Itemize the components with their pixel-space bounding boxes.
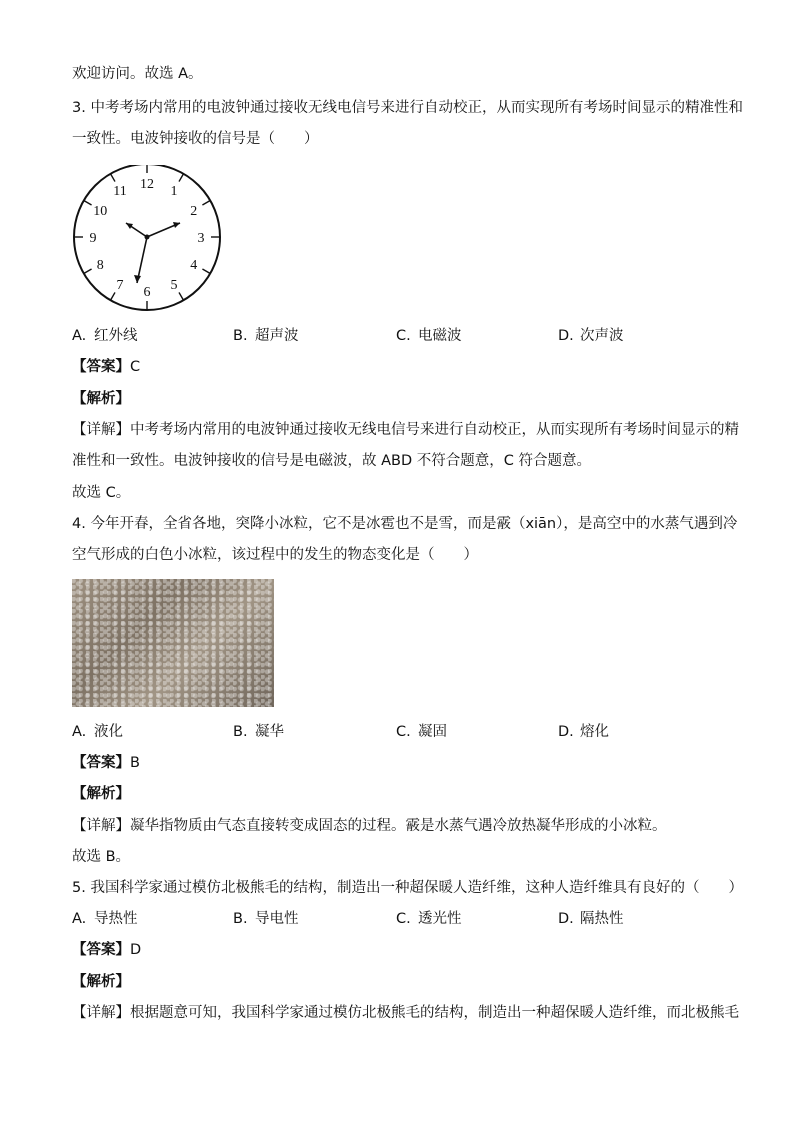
clock-number: 7 <box>116 277 124 293</box>
clock-hand-arrow <box>173 222 180 228</box>
option-a[interactable]: A. 导热性 <box>72 911 138 927</box>
explanation-line: 【详解】中考考场内常用的电波钟通过接收无线电信号来进行自动校正，从而实现所有考场时间显示的精 <box>72 422 739 438</box>
option-b[interactable]: B. 超声波 <box>233 328 299 344</box>
clock-tick <box>202 269 210 274</box>
question-5-options <box>72 909 732 929</box>
answer-line: 【答案】D <box>72 942 142 958</box>
analysis-label: 【解析】 <box>72 391 130 407</box>
question-5-stem: 5. 我国科学家通过模仿北极熊毛的结构，制造出一种超保暖人造纤维，这种人造纤维具有良好的（ ） <box>72 880 743 896</box>
answer-line: 【答案】C <box>72 359 141 375</box>
option-d[interactable]: D. 隔热性 <box>558 911 624 927</box>
clock-number: 11 <box>113 184 127 200</box>
clock-hand-arrow <box>126 223 133 229</box>
clock-number: 10 <box>93 204 108 219</box>
clock-tick <box>84 269 92 274</box>
option-d[interactable]: D. 熔化 <box>558 724 609 740</box>
option-c[interactable]: C. 电磁波 <box>396 328 462 344</box>
explanation-line: 【详解】凝华指物质由气态直接转变成固态的过程。霰是水蒸气遇冷放热凝华形成的小冰粒。 <box>72 818 667 834</box>
text-line: 欢迎访问。故选 A。 <box>72 66 203 82</box>
clock-number: 12 <box>140 177 154 192</box>
question-3-stem-cont: 一致性。电波钟接收的信号是（ ） <box>72 131 319 147</box>
clock-hand-arrow <box>134 275 141 283</box>
analysis-label: 【解析】 <box>72 786 130 802</box>
question-3-stem: 3. 中考考场内常用的电波钟通过接收无线电信号来进行自动校正，从而实现所有考场时间显示的精准性和 <box>72 100 743 116</box>
explanation-line: 准性和一致性。电波钟接收的信号是电磁波，故 ABD 不符合题意，C 符合题意。 <box>72 453 591 469</box>
clock-number: 1 <box>170 184 178 200</box>
clock-number: 8 <box>96 258 104 273</box>
option-d[interactable]: D. 次声波 <box>558 328 624 344</box>
clock-center <box>145 235 150 240</box>
clock-number: 4 <box>190 258 198 273</box>
question-4-options <box>72 722 732 742</box>
clock-tick <box>202 201 210 206</box>
option-b[interactable]: B. 导电性 <box>233 911 299 927</box>
question-4-stem: 4. 今年开春，全省各地，突降小冰粒，它不是冰雹也不是雪，而是霰（xiān），是高空中的水蒸气遇到冷 <box>72 516 738 532</box>
clock-tick <box>179 174 184 182</box>
conclusion-line: 故选 C。 <box>72 485 131 501</box>
clock-figure <box>70 165 230 315</box>
clock-number: 5 <box>170 277 178 293</box>
clock-tick <box>111 292 116 300</box>
hail-photo <box>72 579 274 707</box>
clock-number: 3 <box>197 231 205 246</box>
conclusion-line: 故选 B。 <box>72 849 131 865</box>
clock-tick <box>179 292 184 300</box>
answer-line: 【答案】B <box>72 755 140 771</box>
question-4-stem-cont: 空气形成的白色小冰粒，该过程中的发生的物态变化是（ ） <box>72 547 478 563</box>
option-a[interactable]: A. 红外线 <box>72 328 138 344</box>
clock-number: 2 <box>190 204 198 219</box>
clock-number: 6 <box>143 285 151 300</box>
analysis-label: 【解析】 <box>72 974 130 990</box>
explanation-line: 【详解】根据题意可知，我国科学家通过模仿北极熊毛的结构，制造出一种超保暖人造纤维，而北极熊毛 <box>72 1005 739 1021</box>
question-3-options <box>72 326 732 346</box>
option-c[interactable]: C. 凝固 <box>396 724 447 740</box>
clock-number: 9 <box>89 231 97 246</box>
clock-tick <box>84 201 92 206</box>
option-c[interactable]: C. 透光性 <box>396 911 462 927</box>
option-a[interactable]: A. 液化 <box>72 724 123 740</box>
option-b[interactable]: B. 凝华 <box>233 724 284 740</box>
clock-tick <box>111 174 116 182</box>
